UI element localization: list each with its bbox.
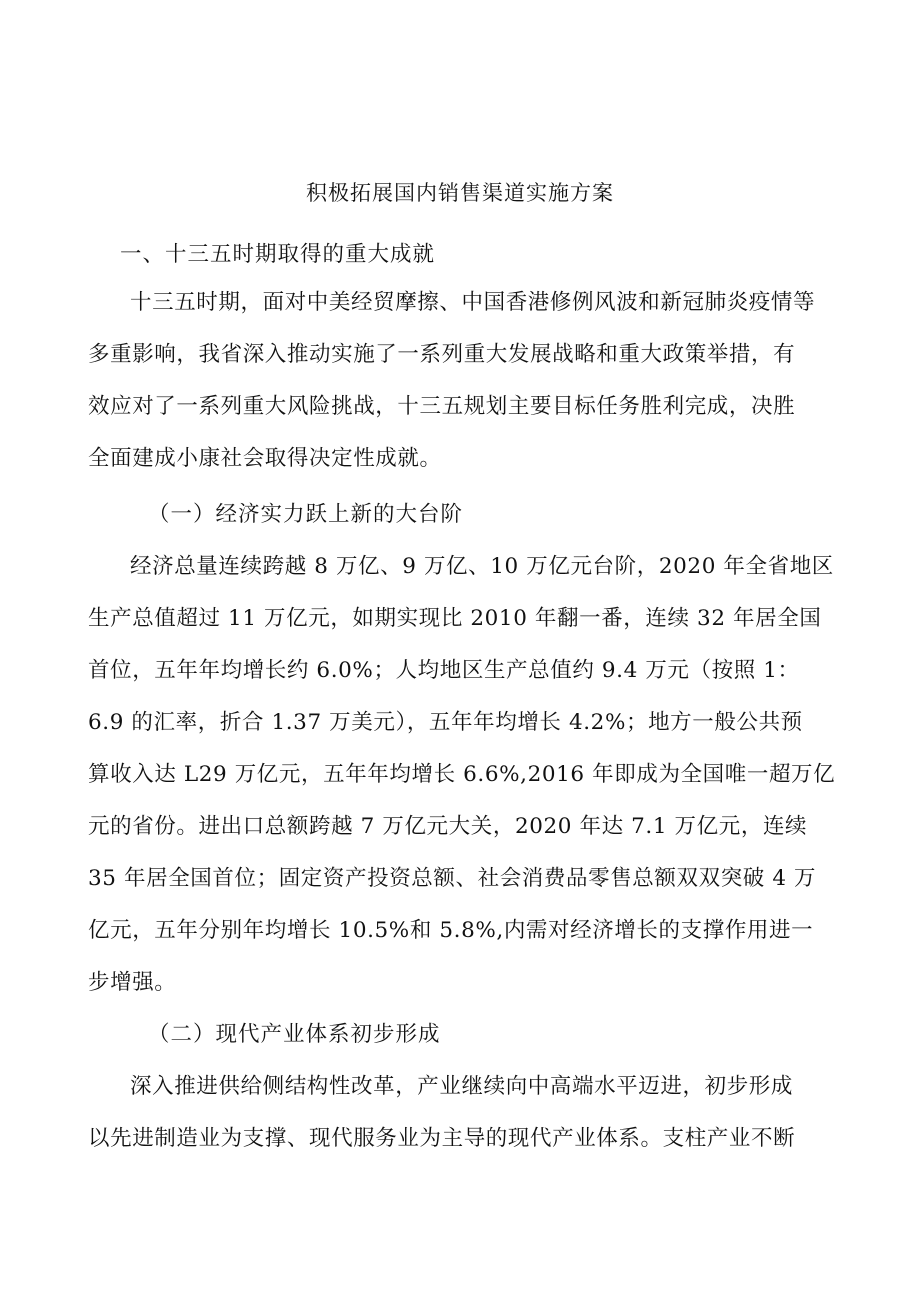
sub1-line-7: 35 年居全国首位；固定资产投资总额、社会消费品零售总额双双突破 4 万 xyxy=(88,866,817,891)
intro-line-2: 多重影响，我省深入推动实施了一系列重大发展战略和重大政策举措，有 xyxy=(88,342,796,367)
sub1-line-9: 步增强。 xyxy=(88,970,177,995)
sub1-line-5: 算收入达 L29 万亿元，五年年均增长 6.6%,2016 年即成为全国唯一超万亿 xyxy=(88,762,836,787)
sub1-line-3: 首位，五年年均增长约 6.0%；人均地区生产总值约 9.4 万元（按照 1： xyxy=(88,658,800,683)
sub2-line-2: 以先进制造业为支撑、现代服务业为主导的现代产业体系。支柱产业不断 xyxy=(88,1126,796,1151)
sub1-line-8: 亿元，五年分别年均增长 10.5%和 5.8%,内需对经济增长的支撑作用进一 xyxy=(88,918,814,943)
document-title: 积极拓展国内销售渠道实施方案 xyxy=(306,181,614,205)
sub1-line-4: 6.9 的汇率，折合 1.37 万美元），五年年均增长 4.2%；地方一般公共预 xyxy=(88,710,803,735)
subsection-heading-1: （一）经济实力跃上新的大台阶 xyxy=(148,502,464,527)
intro-line-3: 效应对了一系列重大风险挑战，十三五规划主要目标任务胜利完成，决胜 xyxy=(88,394,796,419)
sub1-line-6: 元的省份。进出口总额跨越 7 万亿元大关，2020 年达 7.1 万亿元，连续 xyxy=(88,814,808,839)
section-heading: 一、十三五时期取得的重大成就 xyxy=(120,242,436,267)
subsection-heading-2: （二）现代产业体系初步形成 xyxy=(148,1022,441,1047)
sub1-line-2: 生产总值超过 11 万亿元，如期实现比 2010 年翻一番，连续 32 年居全国 xyxy=(88,606,822,631)
intro-line-1: 十三五时期，面对中美经贸摩擦、中国香港修例风波和新冠肺炎疫情等 xyxy=(130,290,816,315)
sub1-line-1: 经济总量连续跨越 8 万亿、9 万亿、10 万亿元台阶，2020 年全省地区 xyxy=(130,554,834,579)
intro-line-4: 全面建成小康社会取得决定性成就。 xyxy=(88,446,442,471)
sub2-line-1: 深入推进供给侧结构性改革，产业继续向中高端水平迈进，初步形成 xyxy=(130,1074,794,1099)
